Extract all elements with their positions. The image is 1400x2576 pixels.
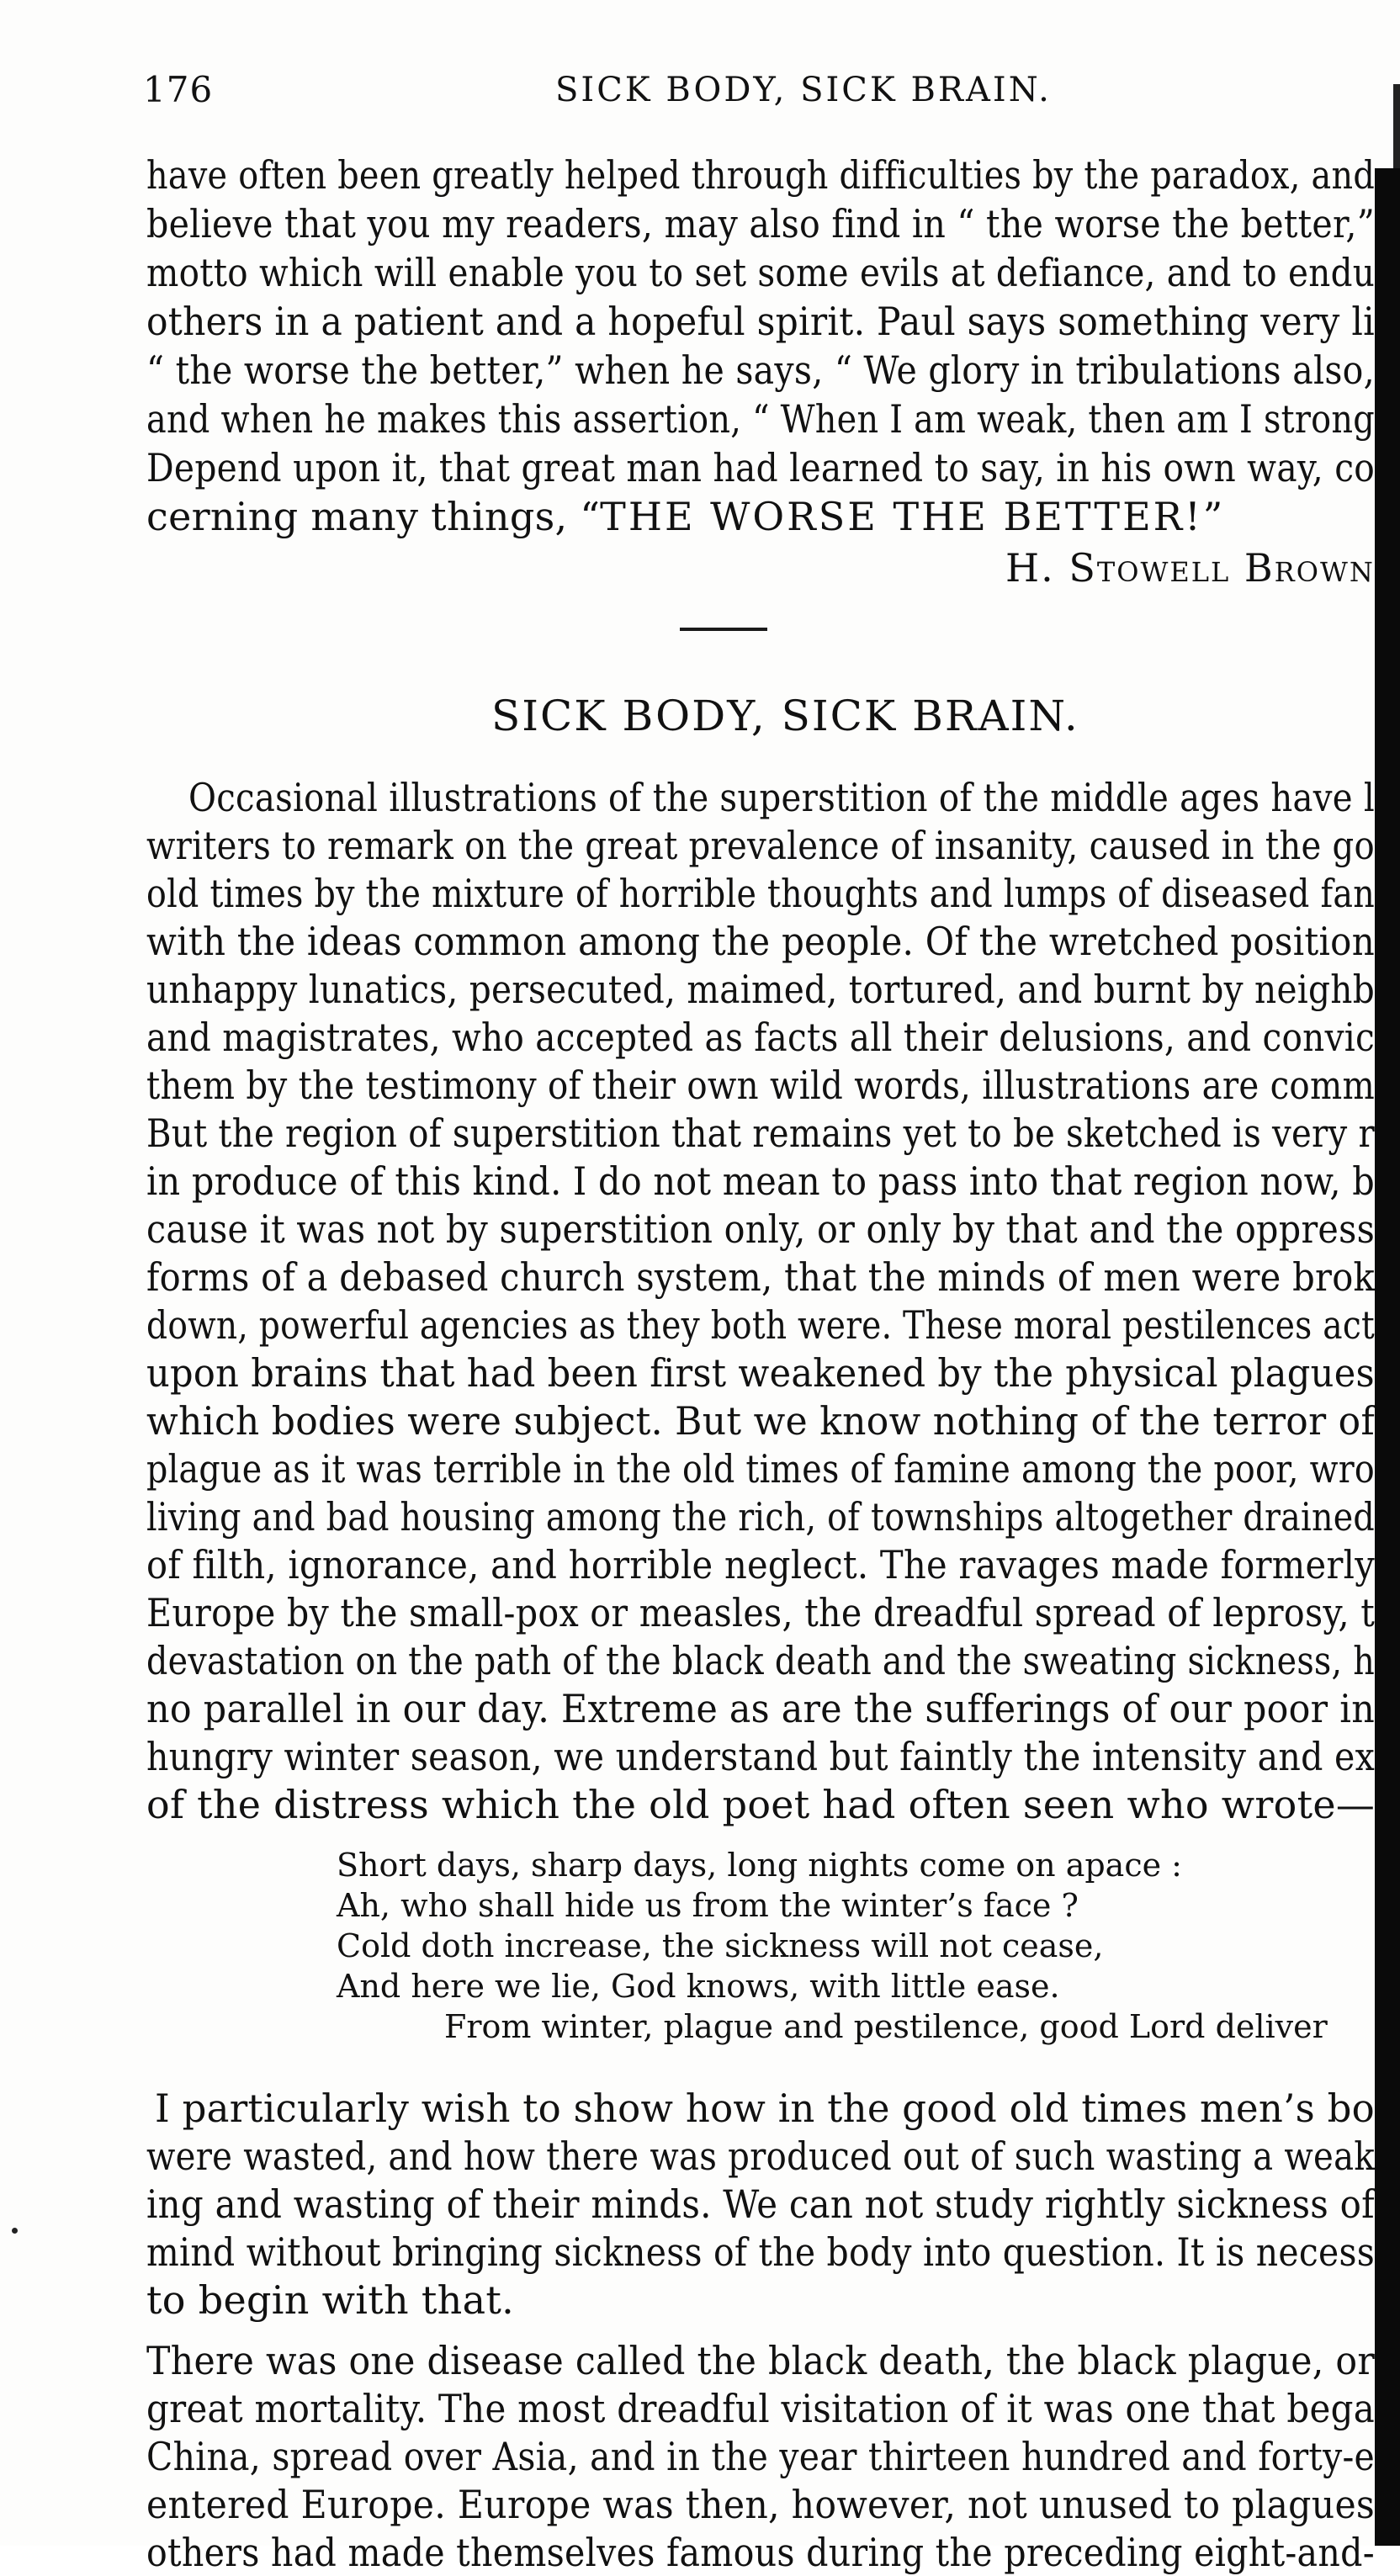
text-line: entered Europe. Europe was then, however, not unused to plagues (146, 2482, 1376, 2527)
text-line: “ the worse the better,” when he says, “ We glory in tribulations also, (146, 347, 1375, 393)
text-line: and when he makes this assertion, “ When I am weak, then am I strong (146, 396, 1376, 442)
text-line: no parallel in our day. Extreme as are the sufferings of our poor in (146, 1686, 1376, 1731)
article-title: SICK BODY, SICK BRAIN. (491, 692, 1079, 740)
text-line: which bodies were subject. But we know nothing of the terror of (146, 1398, 1376, 1444)
text-line: China, spread over Asia, and in the year thirteen hundred and forty-e (146, 2434, 1376, 2479)
text-line: to begin with that. (146, 2277, 515, 2323)
emphasis-text: THE WORSE THE BETTER! (600, 494, 1203, 539)
text-line: with the ideas common among the people. Of the wretched position (146, 919, 1375, 964)
text-line: upon brains that had been first weakened by the physical plagues (146, 1350, 1375, 1396)
section-divider (680, 628, 767, 631)
text-line: them by the testimony of their own wild words, illustrations are comm (146, 1063, 1375, 1108)
text-line: But the region of superstition that remains yet to be sketched is very r (146, 1110, 1376, 1156)
text-line: forms of a debased church system, that the minds of men were brok (146, 1254, 1376, 1300)
verse-line: Short days, sharp days, long nights come on apace : (337, 1847, 1182, 1884)
text-line: others had made themselves famous during the preceding eight-and- (146, 2530, 1375, 2575)
text-line: old times by the mixture of horrible thoughts and lumps of diseased fan (146, 871, 1376, 916)
page-number: 176 (143, 69, 214, 110)
text-line: living and bad housing among the rich, of townships altogether drained (146, 1494, 1376, 1540)
text-line: of the distress which the old poet had often seen who wrote— (146, 1782, 1376, 1827)
running-title: SICK BODY, SICK BRAIN. (555, 71, 1052, 109)
text-line: Europe by the small-pox or measles, the dreadful spread of leprosy, t (146, 1590, 1376, 1635)
text-line: have often been greatly helped through difficulties by the paradox, and (146, 152, 1376, 198)
text-line: motto which will enable you to set some evils at defiance, and to endu (146, 250, 1376, 295)
text-line: believe that you my readers, may also find in “ the worse the better,” (146, 201, 1376, 246)
text-line-final (146, 493, 1223, 540)
closing-quote: ” (1202, 494, 1223, 539)
text-line: writers to remark on the great prevalence of insanity, caused in the go (146, 823, 1375, 868)
text-line: cause it was not by superstition only, or only by that and the oppress (146, 1206, 1376, 1252)
verse-line: And here we lie, God knows, with little ease. (337, 1968, 1060, 2005)
text-line: ing and wasting of their minds. We can not study rightly sickness of (146, 2181, 1375, 2227)
ink-speck (12, 2228, 18, 2234)
verse-line: From winter, plague and pestilence, good Lord deliver (444, 2008, 1328, 2045)
text-line: others in a patient and a hopeful spirit. Paul says something very li (146, 299, 1376, 344)
verse-line: Cold doth increase, the sickness will not cease, (337, 1927, 1104, 1964)
text-line: mind without bringing sickness of the body into question. It is necess (146, 2229, 1376, 2275)
text-line: devastation on the path of the black death and the sweating sickness, h (146, 1638, 1376, 1683)
text-line: hungry winter season, we understand but faintly the intensity and ex (146, 1734, 1376, 1779)
verse-line: Ah, who shall hide us from the winter’s face ? (337, 1887, 1079, 1924)
page-edge-shadow (1375, 168, 1400, 2546)
text-line: down, powerful agencies as they both were. These moral pestilences act (146, 1302, 1376, 1348)
running-head (143, 69, 1371, 119)
text-line: and magistrates, who accepted as facts all their delusions, and convic (146, 1015, 1376, 1060)
text-line: Occasional illustrations of the superstition of the middle ages have l (188, 775, 1376, 820)
author-signature: H. Stowell Brown (1005, 545, 1375, 591)
text-line: I particularly wish to show how in the good old times men’s bo (155, 2086, 1376, 2131)
text-line: unhappy lunatics, persecuted, maimed, tortured, and burnt by neighb (146, 967, 1376, 1012)
text-line: great mortality. The most dreadful visitation of it was one that bega (146, 2386, 1376, 2431)
text-line: in produce of this kind. I do not mean to pass into that region now, b (146, 1158, 1375, 1204)
text-line: There was one disease called the black death, the black plague, or (146, 2338, 1376, 2383)
text-fragment: cerning many things, “ (146, 494, 601, 539)
text-line: of filth, ignorance, and horrible neglect. The ravages made formerly (146, 1542, 1375, 1587)
text-line: plague as it was terrible in the old times of famine among the poor, wro (146, 1446, 1376, 1492)
text-line: were wasted, and how there was produced out of such wasting a weak (146, 2133, 1375, 2179)
text-line: Depend upon it, that great man had learned to say, in his own way, co (146, 445, 1376, 490)
